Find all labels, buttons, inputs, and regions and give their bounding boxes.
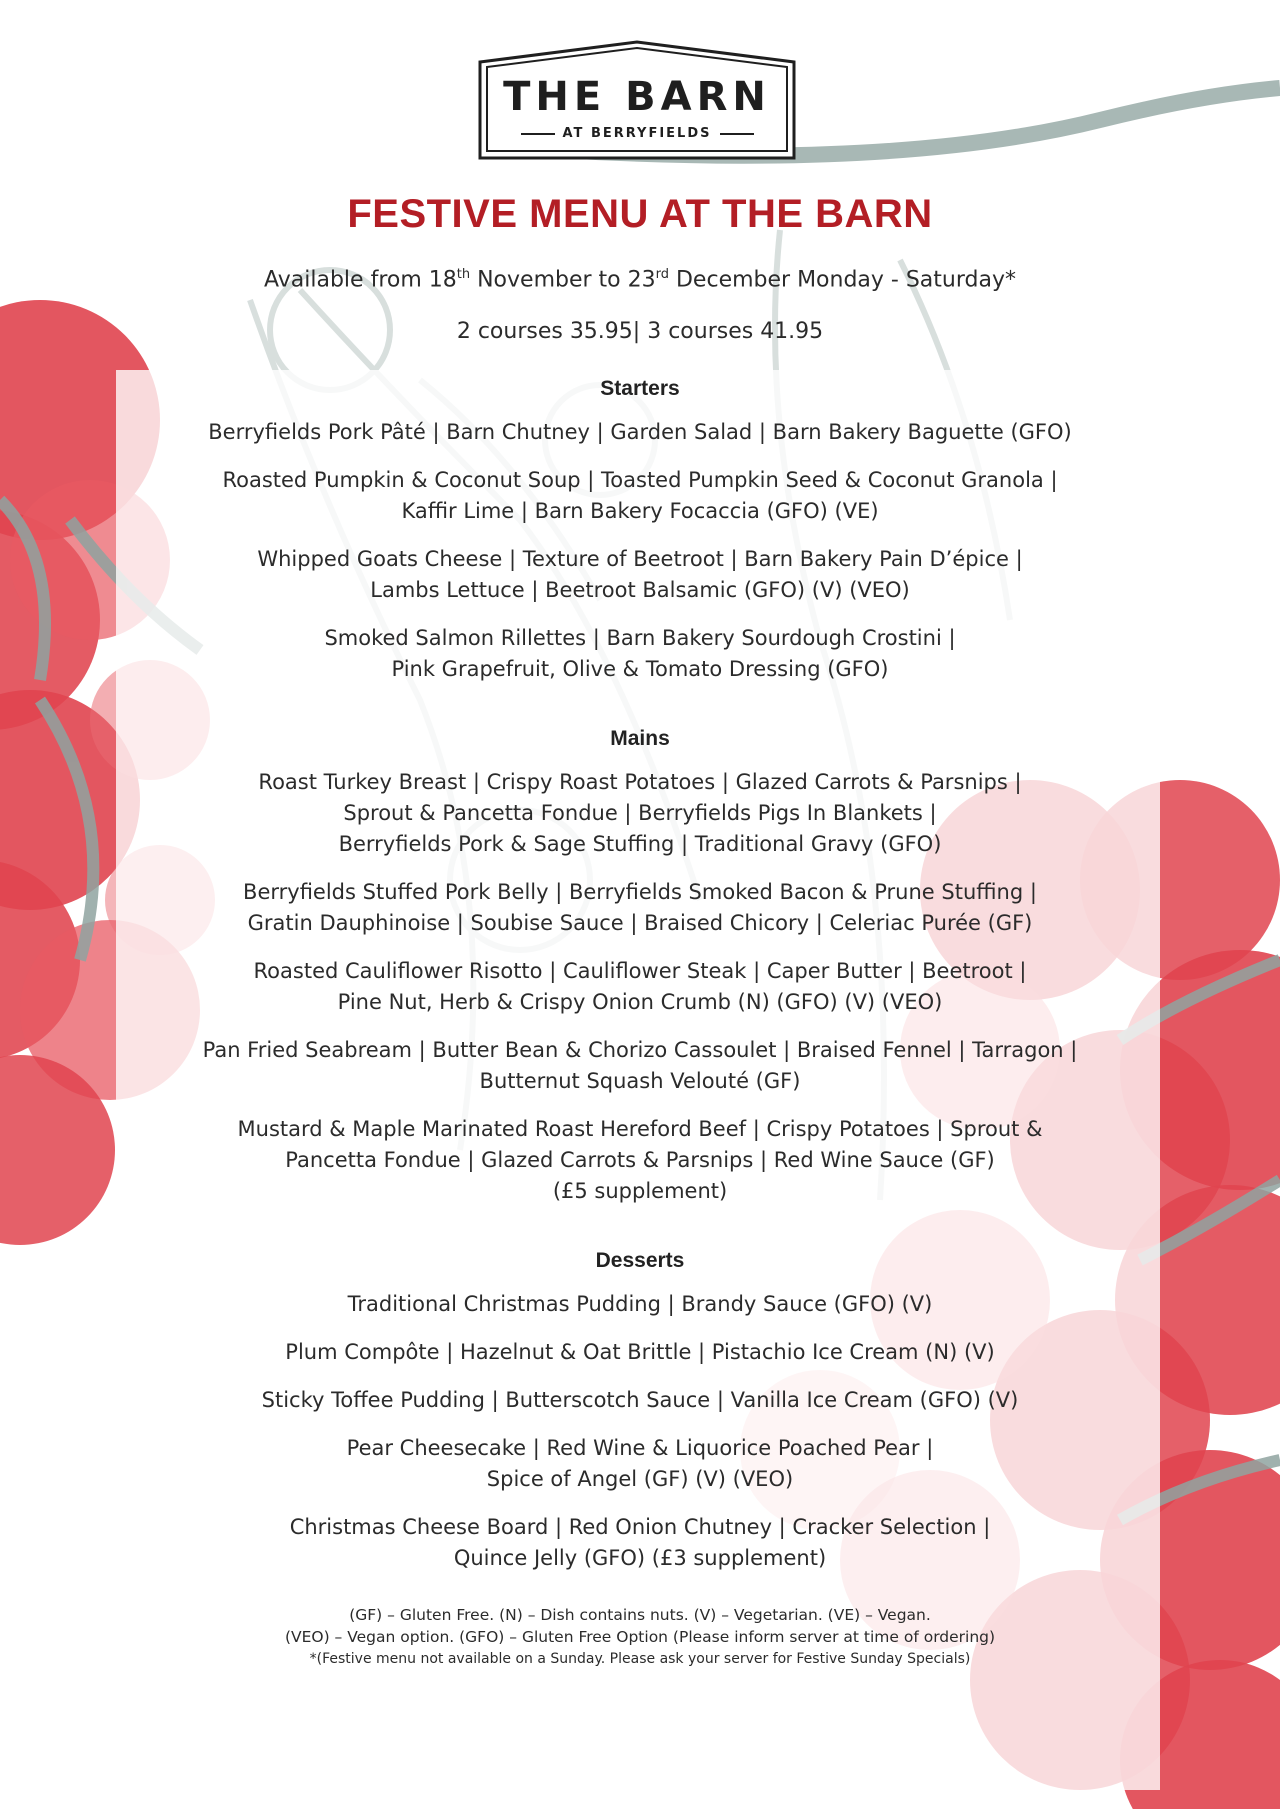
dish-line: Roasted Cauliflower Risotto | Cauliflower Steak | Caper Butter | Beetroot | xyxy=(253,959,1027,984)
starter-item xyxy=(120,544,1160,606)
availability-suffix-1: th xyxy=(456,267,471,282)
dish-line: (£5 supplement) xyxy=(552,1179,728,1204)
availability-line xyxy=(120,260,1160,295)
pricing-line: 2 courses 35.95| 3 courses 41.95 xyxy=(456,319,824,345)
dish-line: Sprout & Pancetta Fondue | Berryfields Pigs In Blankets | xyxy=(343,801,937,826)
starter-item xyxy=(120,623,1160,685)
starter-item xyxy=(120,465,1160,527)
dessert-item xyxy=(120,1289,1160,1320)
dish-line: Spice of Angel (GF) (V) (VEO) xyxy=(486,1467,794,1492)
brand-sub-text: AT BERRYFIELDS xyxy=(562,126,712,141)
dish-line: Pan Fried Seabream | Butter Bean & Chorizo Cassoulet | Braised Fennel | Tarragon | xyxy=(202,1038,1078,1063)
dish-line: Pear Cheesecake | Red Wine & Liquorice Poached Pear | xyxy=(346,1436,934,1461)
footnote-line: (GF) – Gluten Free. (N) – Dish contains nuts. (V) – Vegetarian. (VE) – Vegan. xyxy=(349,1606,931,1625)
dish-line: Sticky Toffee Pudding | Butterscotch Sauce | Vanilla Ice Cream (GFO) (V) xyxy=(261,1388,1019,1413)
dish-line: Pink Grapefruit, Olive & Tomato Dressing (GFO) xyxy=(391,657,889,682)
mains-heading: Mains xyxy=(610,727,670,751)
dish-line: Quince Jelly (GFO) (£3 supplement) xyxy=(453,1546,827,1571)
menu-title: FESTIVE MENU AT THE BARN xyxy=(347,192,933,236)
main-item xyxy=(120,877,1160,939)
availability-part-2: November to 23 xyxy=(470,267,656,293)
dish-line: Christmas Cheese Board | Red Onion Chutney | Cracker Selection | xyxy=(289,1515,991,1540)
dish-line: Roasted Pumpkin & Coconut Soup | Toasted Pumpkin Seed & Coconut Granola | xyxy=(222,468,1058,493)
dietary-footnotes xyxy=(120,1604,1160,1670)
dish-line: Pine Nut, Herb & Crispy Onion Crumb (N) (GFO) (V) (VEO) xyxy=(337,990,943,1015)
dish-line: Pancetta Fondue | Glazed Carrots & Parsnips | Red Wine Sauce (GF) xyxy=(285,1148,995,1173)
starters-heading: Starters xyxy=(600,377,680,401)
menu-content xyxy=(120,190,1160,1670)
dish-line: Smoked Salmon Rillettes | Barn Bakery Sourdough Crostini | xyxy=(324,626,956,651)
dish-line: Kaffir Lime | Barn Bakery Focaccia (GFO) (VE) xyxy=(401,499,879,524)
dessert-item xyxy=(120,1433,1160,1495)
availability-suffix-2: rd xyxy=(655,267,669,282)
main-item xyxy=(120,956,1160,1018)
availability-part-3: December Monday - Saturday* xyxy=(669,267,1016,293)
main-item xyxy=(120,767,1160,860)
dish-line: Berryfields Stuffed Pork Belly | Berryfields Smoked Bacon & Prune Stuffing | xyxy=(243,880,1037,905)
dish-line: Whipped Goats Cheese | Texture of Beetroot | Barn Bakery Pain D’épice | xyxy=(257,547,1023,572)
footnote-line: (VEO) – Vegan option. (GFO) – Gluten Free Option (Please inform server at time of ordering) xyxy=(284,1628,996,1647)
starter-item xyxy=(120,417,1160,448)
brand-name: THE BARN xyxy=(503,74,771,120)
dessert-item xyxy=(120,1385,1160,1416)
brand-subtitle xyxy=(478,126,796,141)
main-item xyxy=(120,1114,1160,1207)
logo-dash-left xyxy=(521,133,555,135)
dessert-item xyxy=(120,1512,1160,1574)
dish-line: Traditional Christmas Pudding | Brandy Sauce (GFO) (V) xyxy=(347,1292,933,1317)
dish-line: Berryfields Pork Pâté | Barn Chutney | Garden Salad | Barn Bakery Baguette (GFO) xyxy=(208,420,1072,445)
main-item xyxy=(120,1035,1160,1097)
availability-part-1: Available from 18 xyxy=(264,267,457,293)
dish-line: Plum Compôte | Hazelnut & Oat Brittle | Pistachio Ice Cream (N) (V) xyxy=(285,1340,995,1365)
desserts-section xyxy=(120,1247,1160,1574)
dessert-item xyxy=(120,1337,1160,1368)
dish-line: Gratin Dauphinoise | Soubise Sauce | Braised Chicory | Celeriac Purée (GF) xyxy=(247,911,1033,936)
barn-logo xyxy=(478,40,796,160)
dish-line: Lambs Lettuce | Beetroot Balsamic (GFO) (V) (VEO) xyxy=(370,578,910,603)
footnote-line: *(Festive menu not available on a Sunday. Please ask your server for Festive Sunday Specials) xyxy=(309,1651,971,1668)
logo-dash-right xyxy=(720,133,754,135)
dish-line: Berryfields Pork & Sage Stuffing | Traditional Gravy (GFO) xyxy=(338,832,942,857)
starters-section xyxy=(120,375,1160,685)
dish-line: Roast Turkey Breast | Crispy Roast Potatoes | Glazed Carrots & Parsnips | xyxy=(258,770,1022,795)
desserts-heading: Desserts xyxy=(595,1249,685,1273)
dish-line: Butternut Squash Velouté (GF) xyxy=(479,1069,801,1094)
mains-section xyxy=(120,725,1160,1207)
dish-line: Mustard & Maple Marinated Roast Hereford Beef | Crispy Potatoes | Sprout & xyxy=(237,1117,1043,1142)
